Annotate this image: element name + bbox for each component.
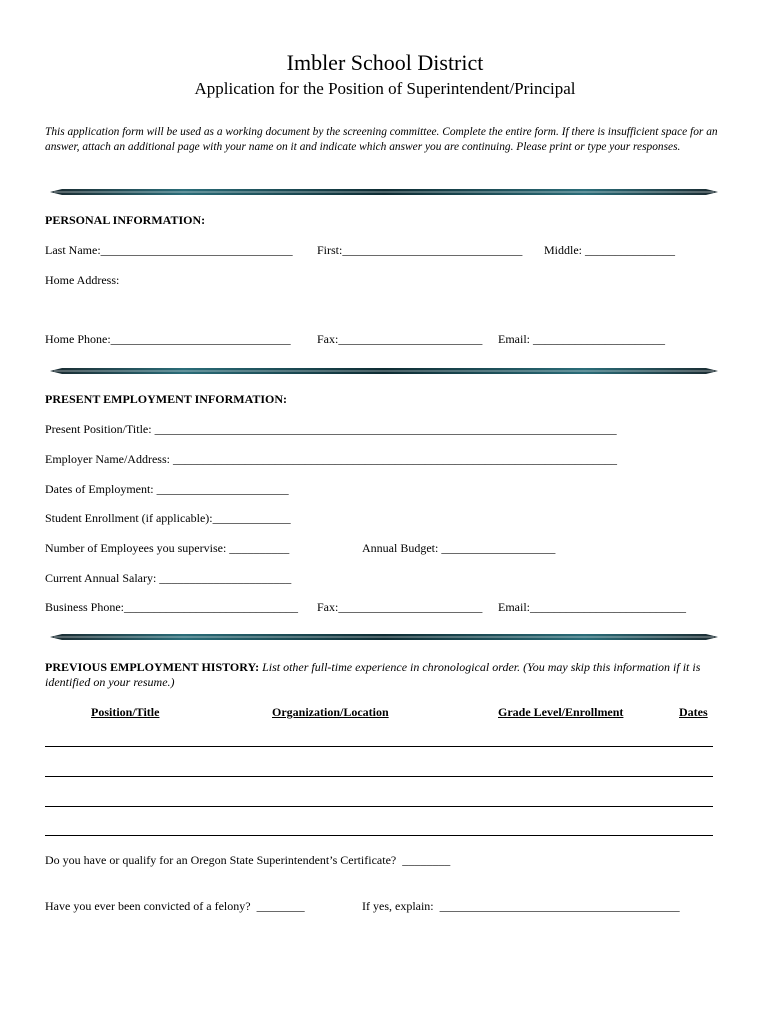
employer-address-field[interactable]: Employer Name/Address: __________________________________________________________________________: [45, 452, 617, 466]
history-entry-line[interactable]: [45, 806, 713, 807]
personal-heading: PERSONAL INFORMATION:: [45, 213, 206, 227]
previous-note: List other full-time experience in chronological order. (You may skip this information if it is identified on your resume.): [45, 660, 701, 689]
business-fax-field[interactable]: Fax:________________________: [317, 600, 483, 614]
column-position-title: Position/Title: [91, 705, 160, 719]
first-name-field[interactable]: First:______________________________: [317, 243, 523, 257]
employment-dates-field[interactable]: Dates of Employment: ______________________: [45, 482, 289, 496]
home-phone-field[interactable]: Home Phone:______________________________: [45, 332, 291, 346]
employment-heading: PRESENT EMPLOYMENT INFORMATION:: [45, 392, 288, 406]
fax-field[interactable]: Fax:________________________: [317, 332, 483, 346]
middle-name-field[interactable]: Middle: _______________: [544, 243, 675, 257]
email-field[interactable]: Email: ______________________: [498, 332, 665, 346]
section-divider: [50, 633, 718, 641]
business-email-field[interactable]: Email:__________________________: [498, 600, 686, 614]
history-entry-line[interactable]: [45, 746, 713, 747]
previous-employment-block: [45, 660, 730, 690]
home-address-field[interactable]: Home Address:: [45, 273, 120, 287]
felony-question[interactable]: Have you ever been convicted of a felony? ________: [45, 899, 305, 913]
history-entry-line[interactable]: [45, 835, 713, 836]
column-organization-location: Organization/Location: [272, 705, 389, 719]
history-entry-line[interactable]: [45, 776, 713, 777]
business-phone-field[interactable]: Business Phone:_____________________________: [45, 600, 299, 614]
present-position-field[interactable]: Present Position/Title: _____________________________________________________________________________: [45, 422, 617, 436]
form-subtitle: Application for the Position of Superintendent/Principal: [194, 79, 576, 98]
form-title: Imbler School District: [286, 50, 484, 75]
last-name-field[interactable]: Last Name:________________________________: [45, 243, 293, 257]
annual-budget-field[interactable]: Annual Budget: ___________________: [362, 541, 556, 555]
column-grade-level-enrollment: Grade Level/Enrollment: [498, 705, 624, 719]
annual-salary-field[interactable]: Current Annual Salary: ______________________: [45, 571, 292, 585]
previous-heading: PREVIOUS EMPLOYMENT HISTORY:: [45, 660, 260, 674]
section-divider: [50, 188, 718, 196]
employees-supervised-field[interactable]: Number of Employees you supervise: __________: [45, 541, 290, 555]
section-divider: [50, 367, 718, 375]
intro-text: This application form will be used as a working document by the screening committee. Complete the entire form. If there is insufficient space for an answer, attach an additional page with your name on it and indicate which answer you are continuing. Please print or type your responses.: [45, 126, 718, 153]
column-dates: Dates: [679, 705, 708, 719]
student-enrollment-field[interactable]: Student Enrollment (if applicable):_____________: [45, 511, 291, 525]
certificate-question[interactable]: Do you have or qualify for an Oregon State Superintendent’s Certificate? ________: [45, 853, 451, 867]
felony-explain-field[interactable]: If yes, explain: ________________________________________: [362, 899, 680, 913]
